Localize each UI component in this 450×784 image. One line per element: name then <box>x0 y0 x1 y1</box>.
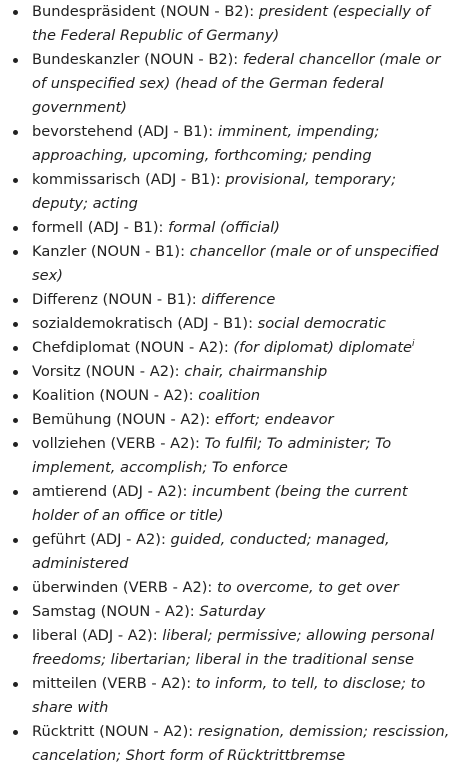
vocab-entry <box>32 480 450 528</box>
vocab-definition: president (especially of the Federal Republic of Germany) <box>32 3 430 44</box>
vocab-part-of-speech: (NOUN - B2): <box>144 51 239 68</box>
vocab-entry <box>32 312 450 336</box>
vocab-term: Bemühung <box>32 411 112 428</box>
bullet-icon <box>13 394 18 399</box>
vocab-entry <box>32 288 450 312</box>
vocab-entry <box>32 576 450 600</box>
vocab-definition: federal chancellor (male or of unspecified sex) (head of the German federal government) <box>32 51 441 116</box>
vocab-part-of-speech: (NOUN - A2): <box>99 387 194 404</box>
vocab-term: Bundeskanzler <box>32 51 140 68</box>
vocab-definition: chancellor (male or of unspecified sex) <box>32 243 439 284</box>
vocab-entry <box>32 408 450 432</box>
vocab-term: formell <box>32 219 84 236</box>
vocab-part-of-speech: (ADJ - B1): <box>177 315 253 332</box>
vocab-definition: difference <box>201 291 276 308</box>
bullet-icon <box>13 130 18 135</box>
vocab-definition: formal (official) <box>168 219 280 236</box>
vocab-term: Differenz <box>32 291 98 308</box>
vocab-part-of-speech: (NOUN - B2): <box>160 3 255 20</box>
vocab-term: Koalition <box>32 387 95 404</box>
vocab-part-of-speech: (VERB - A2): <box>101 675 192 692</box>
vocab-part-of-speech: (NOUN - A2): <box>134 339 229 356</box>
vocab-definition: incumbent (being the current holder of an office or title) <box>32 483 408 524</box>
bullet-icon <box>13 610 18 615</box>
vocab-entry <box>32 240 450 288</box>
bullet-icon <box>13 226 18 231</box>
bullet-icon <box>13 298 18 303</box>
vocab-definition: guided, conducted; managed, administered <box>32 531 390 572</box>
vocab-entry <box>32 672 450 720</box>
vocab-entry <box>32 528 450 576</box>
vocab-entry <box>32 0 450 48</box>
vocab-part-of-speech: (NOUN - B1): <box>90 243 185 260</box>
footnote-marker[interactable]: i <box>412 339 415 350</box>
vocab-entry <box>32 360 450 384</box>
vocab-term: Chefdiplomat <box>32 339 131 356</box>
bullet-icon <box>13 322 18 327</box>
bullet-icon <box>13 10 18 15</box>
vocab-definition: Saturday <box>199 603 266 620</box>
vocab-definition: To fulfil; To administer; To implement, accomplish; To enforce <box>32 435 392 476</box>
vocab-term: mitteilen <box>32 675 98 692</box>
vocab-definition: liberal; permissive; allowing personal freedoms; libertarian; liberal in the traditional sense <box>32 627 435 668</box>
bullet-icon <box>13 250 18 255</box>
vocab-entry <box>32 48 450 120</box>
vocab-term: geführt <box>32 531 86 548</box>
vocab-term: überwinden <box>32 579 119 596</box>
vocab-definition: chair, chairmanship <box>184 363 328 380</box>
vocab-definition: (for diplomat) diplomate <box>233 339 413 356</box>
vocab-part-of-speech: (ADJ - B1): <box>137 123 214 140</box>
bullet-icon <box>13 490 18 495</box>
bullet-icon <box>13 418 18 423</box>
vocab-part-of-speech: (NOUN - A2): <box>100 603 195 620</box>
vocab-term: Rücktritt <box>32 723 95 740</box>
vocab-term: Samstag <box>32 603 96 620</box>
vocab-entry <box>32 120 450 168</box>
vocab-definition: imminent, impending; approaching, upcoming, forthcoming; pending <box>32 123 380 164</box>
bullet-icon <box>13 442 18 447</box>
vocab-term: Kanzler <box>32 243 87 260</box>
vocab-part-of-speech: (ADJ - B1): <box>145 171 221 188</box>
vocab-part-of-speech: (VERB - A2): <box>122 579 213 596</box>
vocab-part-of-speech: (NOUN - A2): <box>116 411 211 428</box>
vocab-entry <box>32 720 450 768</box>
vocab-entry <box>32 384 450 408</box>
vocab-term: Vorsitz <box>32 363 81 380</box>
vocab-entry <box>32 432 450 480</box>
vocab-term: sozialdemokratisch <box>32 315 173 332</box>
vocab-part-of-speech: (VERB - A2): <box>110 435 200 452</box>
bullet-icon <box>13 346 18 351</box>
bullet-icon <box>13 178 18 183</box>
vocab-term: liberal <box>32 627 78 644</box>
vocab-definition: social democratic <box>257 315 387 332</box>
vocab-definition: provisional, temporary; deputy; acting <box>32 171 396 212</box>
vocab-part-of-speech: (ADJ - A2): <box>111 483 188 500</box>
bullet-icon <box>13 538 18 543</box>
bullet-icon <box>13 586 18 591</box>
bullet-icon <box>13 730 18 735</box>
vocab-part-of-speech: (NOUN - B1): <box>102 291 197 308</box>
vocab-term: amtierend <box>32 483 108 500</box>
vocab-entry <box>32 216 450 240</box>
bullet-icon <box>13 634 18 639</box>
vocab-entry <box>32 168 450 216</box>
vocab-part-of-speech: (ADJ - A2): <box>90 531 166 548</box>
vocab-part-of-speech: (NOUN - A2): <box>85 363 180 380</box>
vocab-entry <box>32 336 450 360</box>
vocab-term: kommissarisch <box>32 171 141 188</box>
vocab-part-of-speech: (NOUN - A2): <box>99 723 194 740</box>
vocab-term: Bundespräsident <box>32 3 156 20</box>
vocab-definition: to inform, to tell, to disclose; to share with <box>32 675 426 716</box>
vocab-definition: effort; endeavor <box>214 411 334 428</box>
vocab-definition: coalition <box>198 387 261 404</box>
vocab-definition: to overcome, to get over <box>217 579 399 596</box>
vocab-entry <box>32 600 450 624</box>
bullet-icon <box>13 682 18 687</box>
vocab-term: vollziehen <box>32 435 106 452</box>
bullet-icon <box>13 58 18 63</box>
vocab-definition: resignation, demission; rescission, cancelation; Short form of Rücktrittbremse <box>32 723 450 764</box>
vocab-entry <box>32 624 450 672</box>
vocab-part-of-speech: (ADJ - B1): <box>87 219 164 236</box>
bullet-icon <box>13 370 18 375</box>
vocab-term: bevorstehend <box>32 123 133 140</box>
vocab-part-of-speech: (ADJ - A2): <box>82 627 158 644</box>
